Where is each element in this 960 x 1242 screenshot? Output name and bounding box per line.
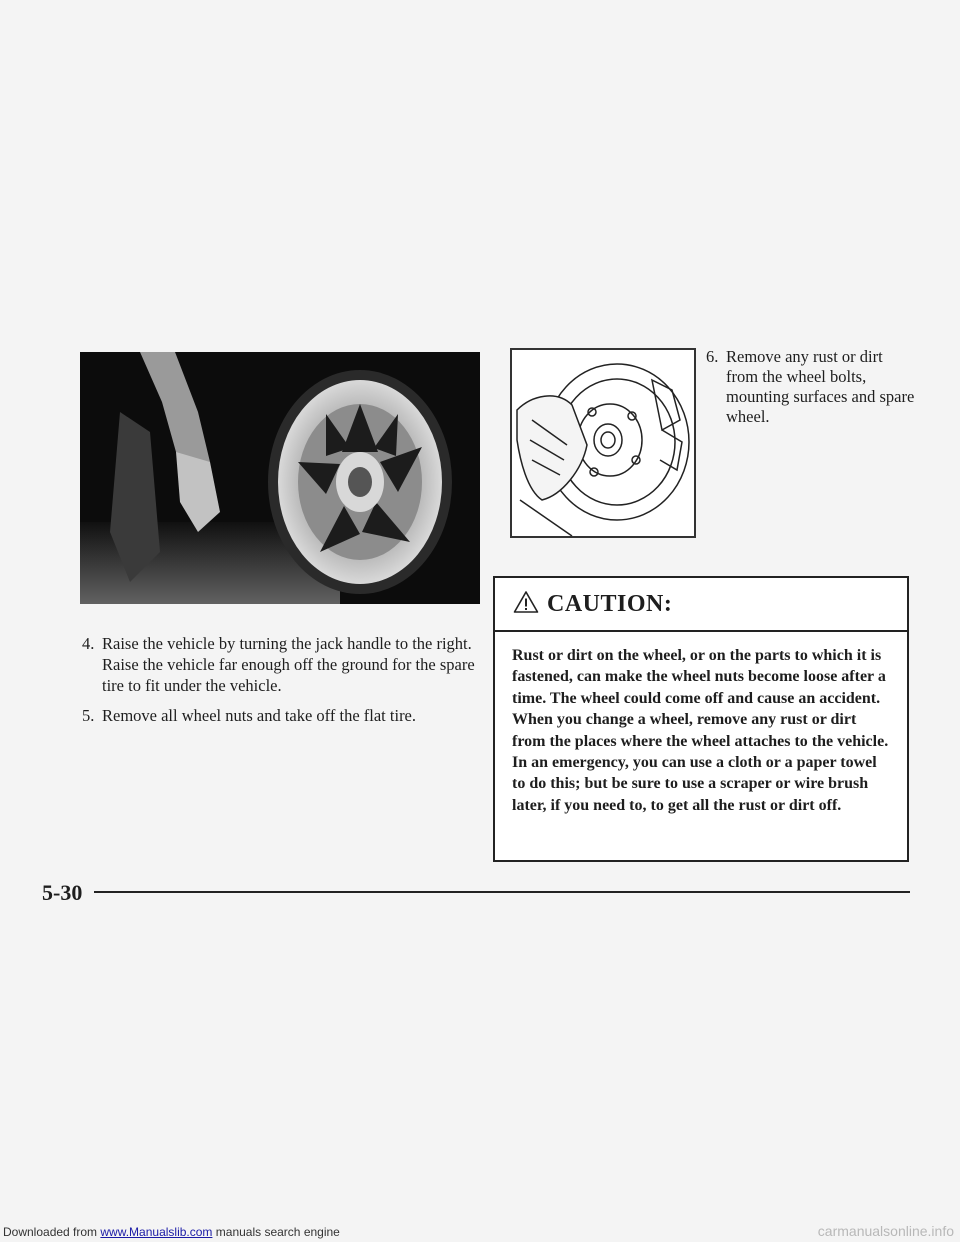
- watermark-left: [3, 1225, 340, 1239]
- step-number: 5.: [82, 706, 95, 725]
- hub-cleaning-diagram: [510, 348, 696, 538]
- warning-triangle-icon: [513, 590, 539, 619]
- step-number: 6.: [706, 347, 719, 366]
- step-number: 4.: [82, 634, 95, 653]
- caution-header: [495, 578, 907, 632]
- watermark-suffix: manuals search engine: [212, 1225, 340, 1239]
- step-5: [82, 705, 492, 726]
- watermark-right: carmanualsonline.info: [817, 1223, 954, 1239]
- manualslib-link[interactable]: www.Manualslib.com: [100, 1225, 213, 1239]
- wheel-photo: [80, 352, 480, 604]
- watermark-bar: [0, 1222, 960, 1242]
- caution-body: Rust or dirt on the wheel, or on the parts to which it is fastened, can make the wheel nuts become loose after a time. The wheel could come off and cause an accident. When you change a wheel, remove any rust or dirt from the places where the wheel attaches to the vehicle. In an emergency, you can use a cloth or a paper towel to do this; but be sure to use a scraper or wire brush later, if you need to, to get all the rust or dirt off.: [512, 647, 889, 814]
- steps-list: [82, 633, 492, 735]
- caution-box: [493, 576, 909, 862]
- step-text: Remove all wheel nuts and take off the flat tire.: [102, 706, 417, 725]
- footer-rule: [94, 891, 910, 893]
- caution-title: CAUTION:: [547, 590, 673, 617]
- watermark-prefix: Downloaded from: [3, 1225, 101, 1239]
- step-4: [82, 633, 492, 696]
- page-number: 5-30: [42, 880, 83, 905]
- step-6: [706, 347, 916, 427]
- step-text: Raise the vehicle by turning the jack handle to the right. Raise the vehicle far enough off the ground for the spare tire to fit under the vehicle.: [102, 634, 475, 695]
- step-text: Remove any rust or dirt from the wheel bolts, mounting surfaces and spare wheel.: [726, 347, 915, 426]
